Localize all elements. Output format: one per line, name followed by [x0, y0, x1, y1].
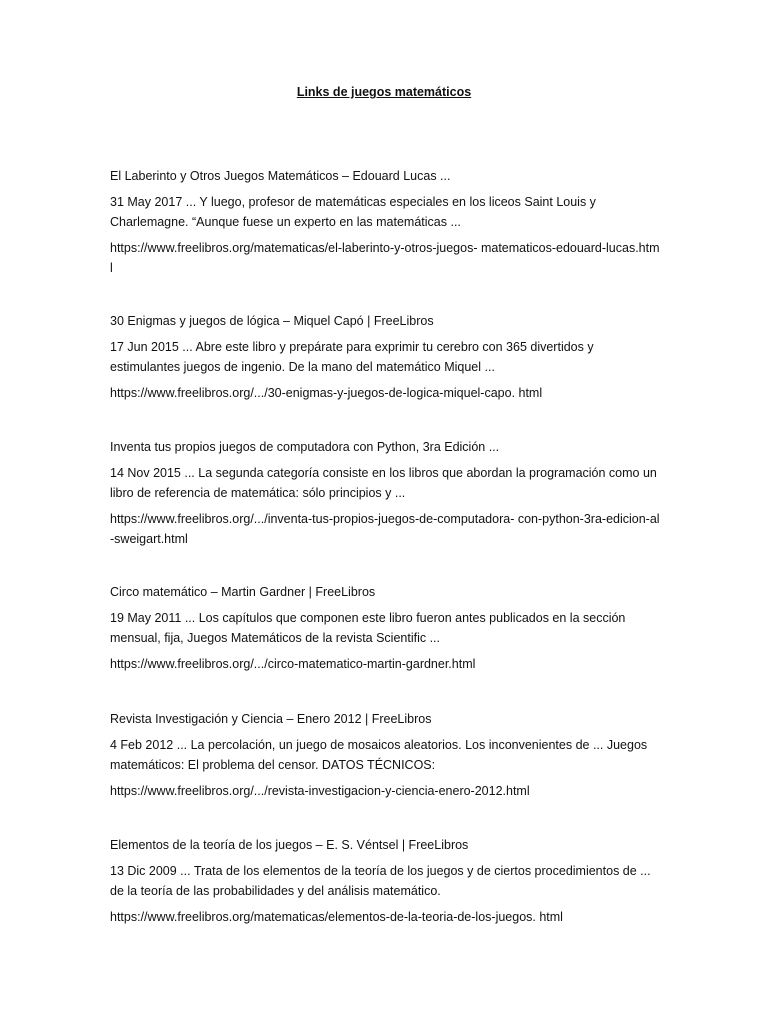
link-entry — [110, 709, 660, 801]
entry-url[interactable]: https://www.freelibros.org/.../inventa-tus-propios-juegos-de-computadora- con-python-3ra-edicion-al-sweigart.html — [110, 512, 660, 546]
document-title: Links de juegos matemáticos — [296, 85, 472, 99]
entry-title: El Laberinto y Otros Juegos Matemáticos – Edouard Lucas ... — [110, 169, 451, 183]
entry-title: Circo matemático – Martin Gardner | FreeLibros — [110, 585, 376, 599]
entry-snippet: 13 Dic 2009 ... Trata de los elementos de la teoría de los juegos y de ciertos procedimientos de ... de la teoría de las probabilidades y del análisis matemático. — [110, 864, 651, 898]
link-entry — [110, 582, 660, 674]
entry-title: Revista Investigación y Ciencia – Enero 2012 | FreeLibros — [110, 712, 432, 726]
entry-snippet: 31 May 2017 ... Y luego, profesor de matemáticas especiales en los liceos Saint Louis y Charlemagne. “Aunque fuese un experto en las matemáticas ... — [110, 195, 596, 229]
entry-snippet: 17 Jun 2015 ... Abre este libro y prepárate para exprimir tu cerebro con 365 divertidos y estimulantes juegos de ingenio. De la mano del matemático Miquel ... — [110, 340, 594, 374]
link-entry — [110, 311, 660, 403]
entry-snippet: 14 Nov 2015 ... La segunda categoría consiste en los libros que abordan la programación como un libro de referencia de matemática: sólo principios y ... — [110, 466, 657, 500]
entry-url[interactable]: https://www.freelibros.org/.../circo-matematico-martin-gardner.html — [110, 657, 476, 671]
entry-snippet: 4 Feb 2012 ... La percolación, un juego de mosaicos aleatorios. Los inconvenientes de ... Juegos matemáticos: El problema del censor. DATOS TÉCNICOS: — [110, 738, 648, 772]
entry-snippet: 19 May 2011 ... Los capítulos que componen este libro fueron antes publicados en la sección mensual, fija, Juegos Matemáticos de la revista Scientific ... — [110, 611, 626, 645]
link-entry — [110, 835, 660, 927]
entry-url[interactable]: https://www.freelibros.org/.../revista-investigacion-y-ciencia-enero-2012.html — [110, 784, 530, 798]
entry-title: Inventa tus propios juegos de computadora con Python, 3ra Edición ... — [110, 440, 500, 454]
entry-url[interactable]: https://www.freelibros.org/matematicas/el-laberinto-y-otros-juegos- matematicos-edouard-lucas.html — [110, 241, 660, 275]
link-entry — [110, 437, 660, 549]
entry-url[interactable]: https://www.freelibros.org/matematicas/elementos-de-la-teoria-de-los-juegos. html — [110, 910, 563, 924]
entry-url[interactable]: https://www.freelibros.org/.../30-enigmas-y-juegos-de-logica-miquel-capo. html — [110, 386, 543, 400]
entry-title: Elementos de la teoría de los juegos – E. S. Véntsel | FreeLibros — [110, 838, 469, 852]
link-entry — [110, 166, 660, 278]
entry-title: 30 Enigmas y juegos de lógica – Miquel Capó | FreeLibros — [110, 314, 434, 328]
